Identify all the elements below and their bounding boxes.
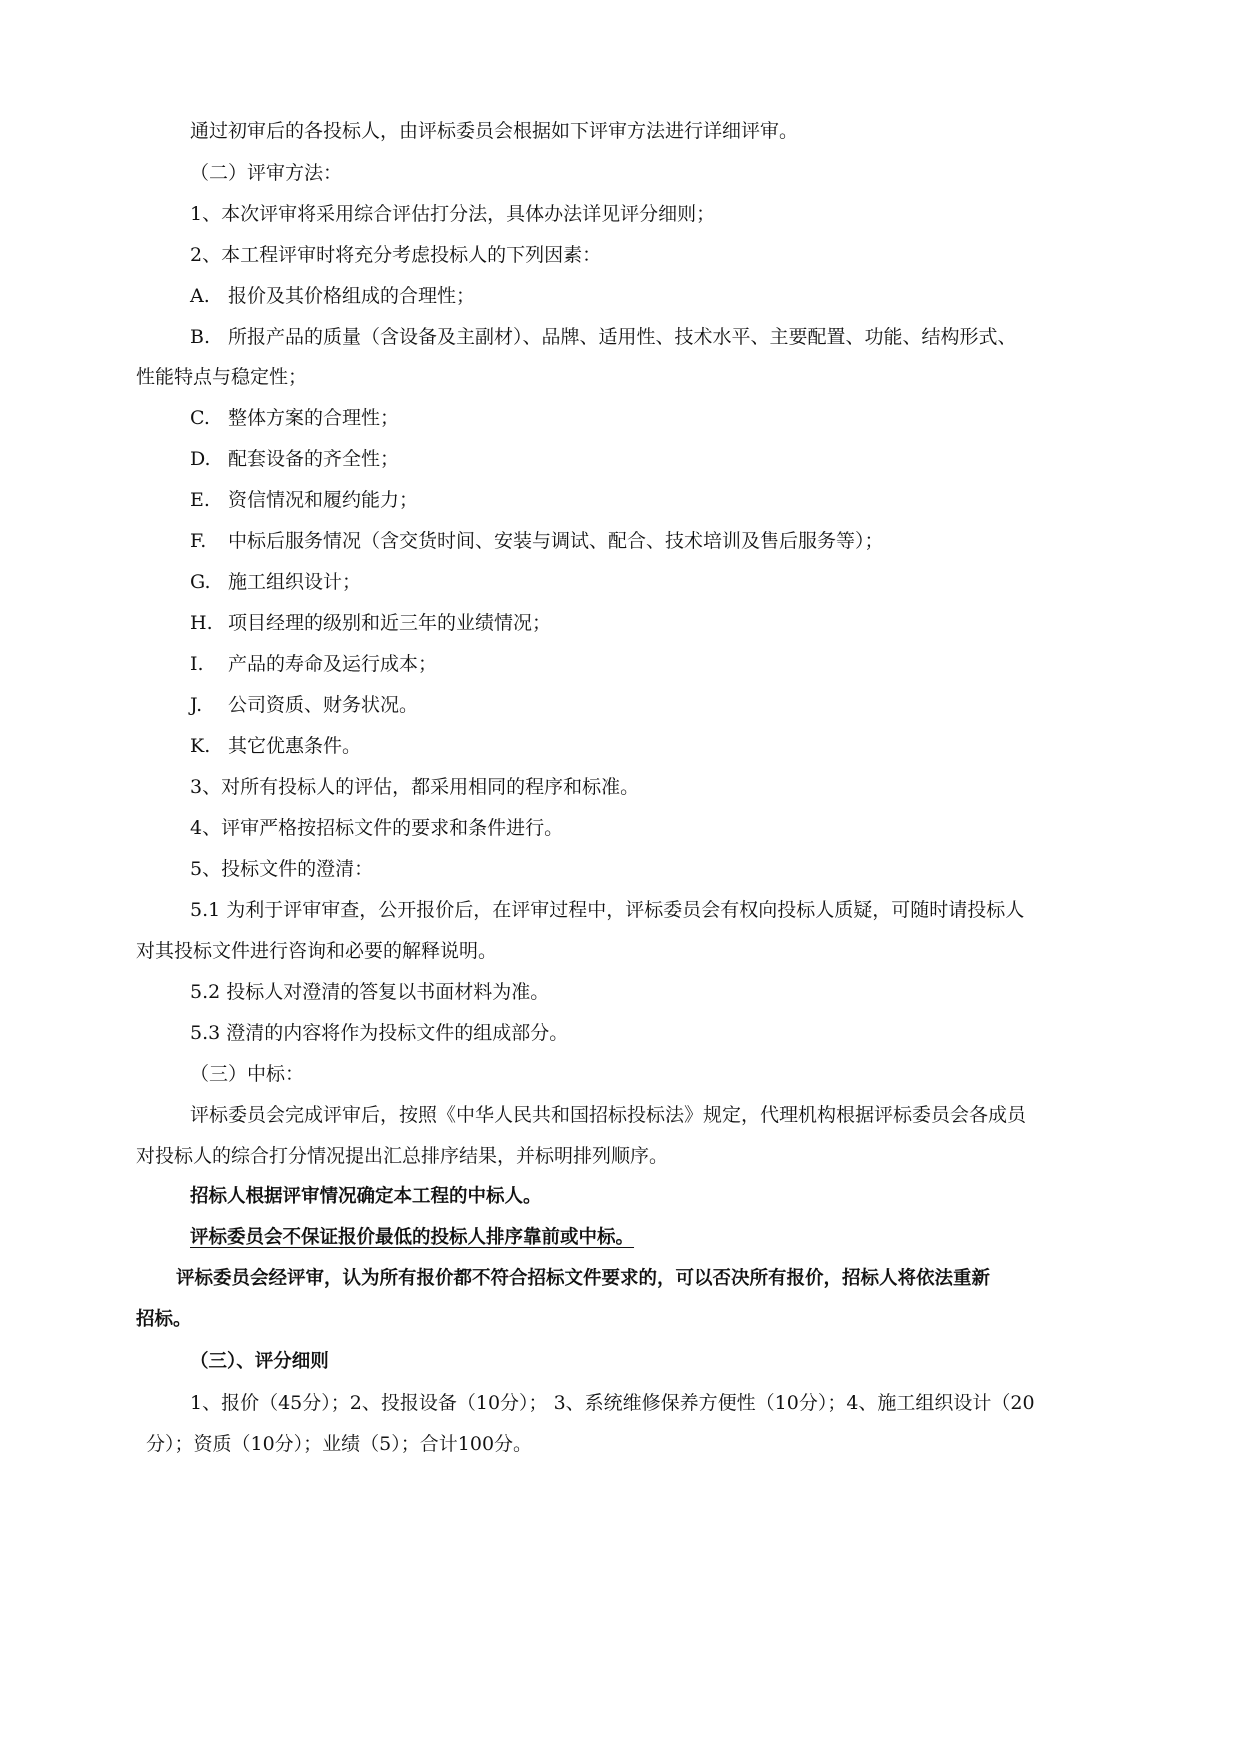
factor-item: [190, 569, 361, 595]
factor-item: [190, 283, 475, 309]
method-item-5: 5、投标文件的澄清：: [190, 858, 374, 880]
bold-statement-1: 招标人根据评审情况确定本工程的中标人。: [190, 1186, 542, 1207]
method-item-4: 4、评审严格按招标文件的要求和条件进行。: [190, 817, 564, 839]
factor-text: 所报产品的质量（含设备及主副材）、品牌、适用性、技术水平、主要配置、功能、结构形式、: [228, 326, 1017, 348]
award-heading: （三）中标：: [190, 1063, 305, 1085]
factor-text: 项目经理的级别和近三年的业绩情况；: [228, 612, 552, 634]
bold-statement-3: 评标委员会经评审，认为所有报价都不符合招标文件要求的，可以否决所有报价，招标人将依法重新: [176, 1268, 991, 1289]
factor-item: [190, 324, 1017, 350]
factor-letter: I.: [190, 653, 204, 675]
factor-letter: F.: [190, 530, 207, 552]
factor-letter: K.: [190, 735, 211, 757]
factor-letter: E.: [190, 489, 210, 511]
factor-text: 报价及其价格组成的合理性；: [228, 285, 476, 307]
scoring-items: 1、报价（45分）；2、投报设备（10分）； 3、系统维修保养方便性（10分）；4、施工组织设计（20: [190, 1392, 1035, 1414]
factor-letter: B.: [190, 326, 211, 348]
factor-b-continuation: 性能特点与稳定性；: [136, 366, 308, 388]
factor-text: 施工组织设计；: [228, 571, 362, 593]
method-item-1: 1、本次评审将采用综合评估打分法，具体办法详见评分细则；: [190, 203, 716, 225]
factor-text: 配套设备的齐全性；: [228, 448, 400, 470]
method-item-2: 2、本工程评审时将充分考虑投标人的下列因素：: [190, 244, 602, 266]
factor-item: [190, 446, 399, 472]
factor-item: [190, 528, 884, 554]
factor-letter: A.: [190, 285, 210, 307]
factor-letter: H.: [190, 612, 213, 634]
method-heading: （二）评审方法：: [190, 162, 343, 184]
clarification-5-1: 5.1 为利于评审审查，公开报价后，在评审过程中，评标委员会有权向投标人质疑，可随时请投标人: [190, 899, 1025, 921]
scoring-heading: （三）、评分细则: [190, 1351, 329, 1372]
factor-letter: J.: [190, 694, 203, 716]
method-item-3: 3、对所有投标人的评估，都采用相同的程序和标准。: [190, 776, 640, 798]
clarification-5-3: 5.3 澄清的内容将作为投标文件的组成部分。: [190, 1022, 569, 1044]
bold-underlined-statement: 评标委员会不保证报价最低的投标人排序靠前或中标。: [190, 1227, 635, 1248]
factor-item: [190, 651, 437, 677]
bold-statement-3-continuation: 招标。: [136, 1309, 192, 1330]
factor-text: 产品的寿命及运行成本；: [228, 653, 438, 675]
award-paragraph-continuation: 对投标人的综合打分情况提出汇总排序结果，并标明排列顺序。: [136, 1145, 669, 1167]
factor-item: [190, 733, 361, 759]
factor-item: [190, 405, 399, 431]
scoring-items-continuation: 分）；资质（10分）；业绩（5）；合计100分。: [146, 1433, 533, 1455]
factor-text: 其它优惠条件。: [228, 735, 362, 757]
factor-letter: C.: [190, 407, 210, 429]
factor-text: 中标后服务情况（含交货时间、安装与调试、配合、技术培训及售后服务等）；: [228, 530, 884, 552]
factor-letter: D.: [190, 448, 211, 470]
clarification-5-2: 5.2 投标人对澄清的答复以书面材料为准。: [190, 981, 550, 1003]
factor-letter: G.: [190, 571, 211, 593]
factor-item: [190, 610, 551, 636]
factor-item: [190, 692, 418, 718]
award-paragraph: 评标委员会完成评审后，按照《中华人民共和国招标投标法》规定，代理机构根据评标委员会各成员: [190, 1104, 1027, 1126]
factor-text: 资信情况和履约能力；: [228, 489, 419, 511]
factor-item: [190, 487, 418, 513]
intro-paragraph: 通过初审后的各投标人，由评标委员会根据如下评审方法进行详细评审。: [190, 120, 799, 142]
factor-text: 整体方案的合理性；: [228, 407, 400, 429]
factor-text: 公司资质、财务状况。: [228, 694, 419, 716]
clarification-5-1-continuation: 对其投标文件进行咨询和必要的解释说明。: [136, 940, 498, 962]
